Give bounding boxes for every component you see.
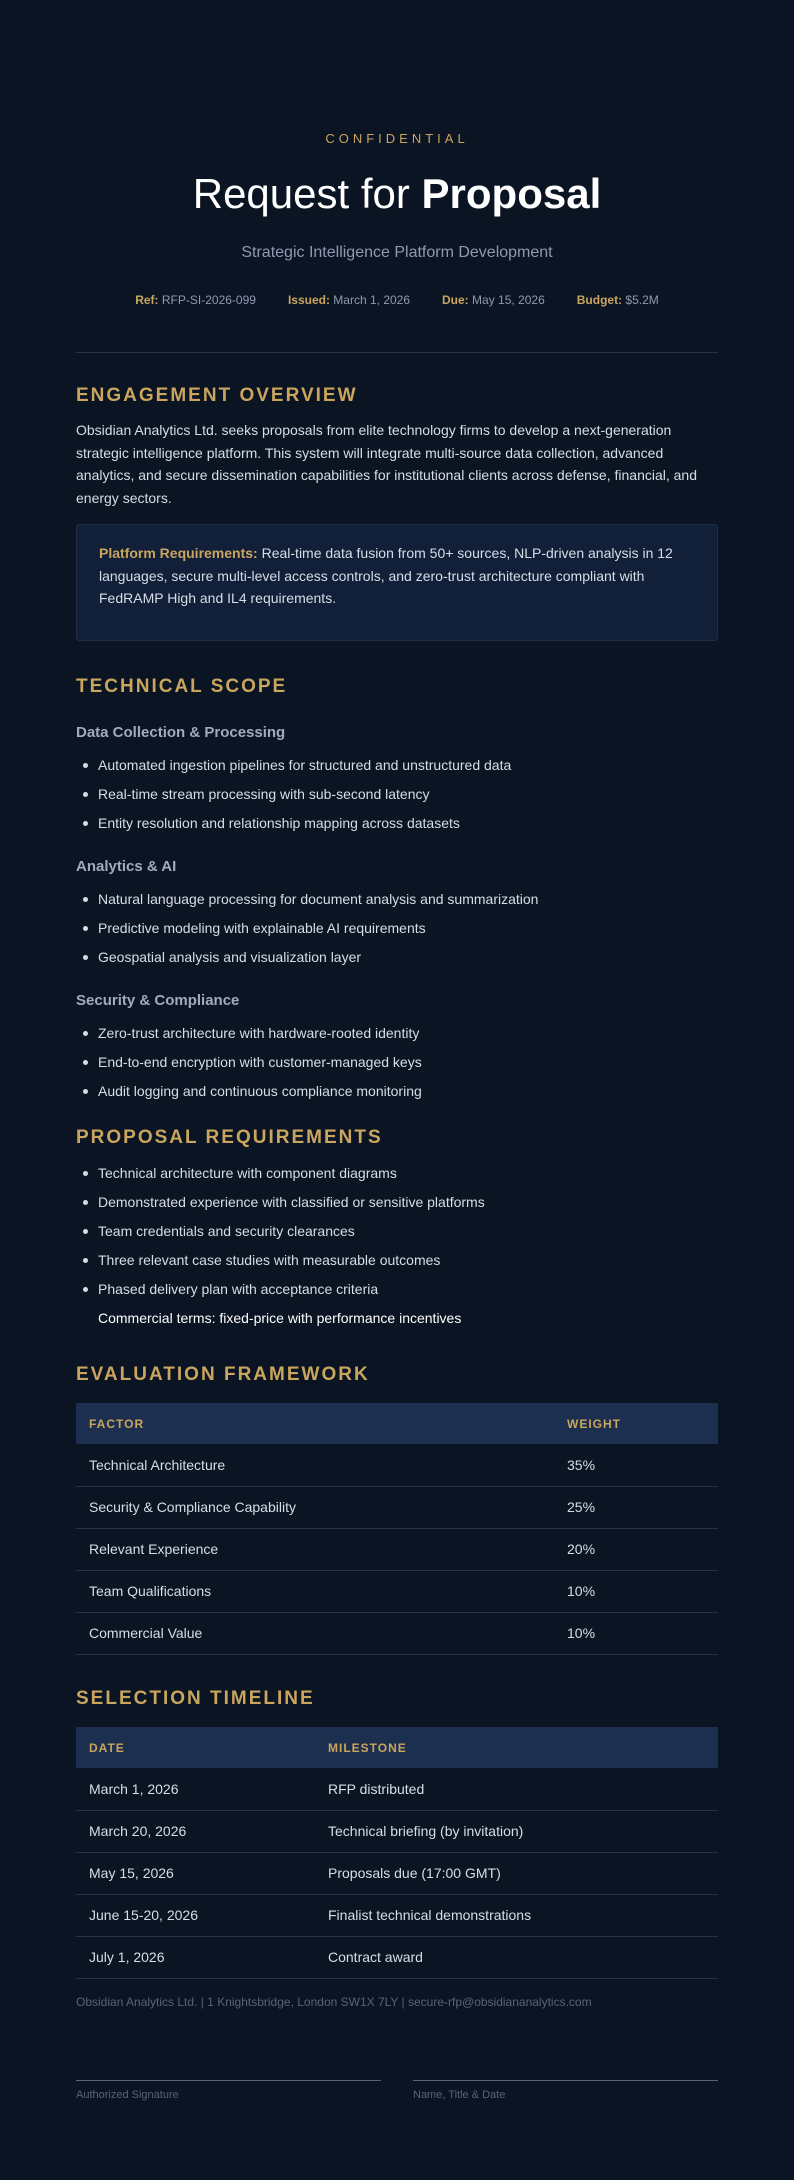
table-row: [76, 1894, 718, 1936]
list-item: Phased delivery plan with acceptance criteria: [76, 1279, 718, 1308]
column-header: DATE: [89, 1740, 125, 1755]
platform-requirements-callout: [76, 524, 718, 641]
weight-cell: 10%: [554, 1570, 718, 1612]
name-title-line: [413, 2080, 718, 2081]
weight-cell: 20%: [554, 1528, 718, 1570]
factor-cell: Commercial Value: [76, 1612, 554, 1654]
date-cell: May 15, 2026: [76, 1852, 315, 1894]
date-cell: July 1, 2026: [76, 1936, 315, 1978]
overview-heading: ENGAGEMENT OVERVIEW: [76, 385, 358, 406]
confidential-label: CONFIDENTIAL: [325, 131, 469, 146]
table-header-row: [76, 1403, 718, 1444]
list-item: Audit logging and continuous compliance monitoring: [76, 1081, 718, 1110]
column-header: FACTOR: [89, 1416, 145, 1431]
scope-group-list: [76, 755, 718, 842]
page-title: [0, 170, 794, 218]
list-item: Demonstrated experience with classified or sensitive platforms: [76, 1192, 718, 1221]
list-item: Zero-trust architecture with hardware-rooted identity: [76, 1023, 718, 1052]
footer-contact: Obsidian Analytics Ltd. | 1 Knightsbridge, London SW1X 7LY | secure-rfp@obsidiananalytics.com: [76, 1995, 592, 2009]
name-title-label: Name, Title & Date: [413, 2089, 506, 2101]
table-header-row: [76, 1727, 718, 1768]
overview-section: [76, 385, 718, 641]
list-item: Automated ingestion pipelines for structured and unstructured data: [76, 755, 718, 784]
list-item: Real-time stream processing with sub-second latency: [76, 784, 718, 813]
milestone-cell: Proposals due (17:00 GMT): [315, 1852, 718, 1894]
meta-value: $5.2M: [625, 293, 659, 307]
milestone-cell: RFP distributed: [315, 1768, 718, 1810]
scope-group-list: [76, 1023, 718, 1110]
weight-cell: 25%: [554, 1486, 718, 1528]
column-header: MILESTONE: [328, 1740, 407, 1755]
title-emphasis: Proposal: [421, 170, 602, 217]
meta-key: Due:: [442, 293, 469, 307]
table-row: [76, 1612, 718, 1654]
meta-issued: [288, 293, 410, 307]
requirements-list: [76, 1163, 718, 1308]
weight-cell: 35%: [554, 1444, 718, 1486]
list-item: End-to-end encryption with customer-managed keys: [76, 1052, 718, 1081]
meta-key: Ref:: [135, 293, 159, 307]
list-item: Technical architecture with component diagrams: [76, 1163, 718, 1192]
title-prefix: Request for: [192, 170, 410, 217]
date-cell: June 15-20, 2026: [76, 1894, 315, 1936]
scope-section: [76, 676, 718, 1110]
table-row: [76, 1570, 718, 1612]
meta-value: RFP-SI-2026-099: [161, 293, 256, 307]
evaluation-table: [76, 1403, 718, 1655]
meta-key: Budget:: [576, 293, 623, 307]
table-row: [76, 1528, 718, 1570]
signature-line: [76, 2080, 381, 2081]
scope-group-title: Security & Compliance: [76, 992, 240, 1009]
scope-group-title: Analytics & AI: [76, 858, 177, 875]
meta-budget: [577, 293, 659, 307]
signature-label: Authorized Signature: [76, 2089, 179, 2101]
overview-body: Obsidian Analytics Ltd. seeks proposals from elite technology firms to develop a next-generation strategic intelligence platform. This system will integrate multi-source data collection, advanced analytics, and secure dissemination capabilities for institutional clients across defense, financial, and energy sectors.: [76, 422, 698, 506]
factor-cell: Technical Architecture: [76, 1444, 554, 1486]
requirements-heading: PROPOSAL REQUIREMENTS: [76, 1127, 383, 1148]
table-row: [76, 1444, 718, 1486]
meta-due: [442, 293, 545, 307]
meta-value: March 1, 2026: [333, 293, 411, 307]
list-item: Entity resolution and relationship mapping across datasets: [76, 813, 718, 842]
table-row: [76, 1936, 718, 1978]
column-header: WEIGHT: [567, 1416, 621, 1431]
timeline-table: [76, 1727, 718, 1979]
date-cell: March 20, 2026: [76, 1810, 315, 1852]
weight-cell: 10%: [554, 1612, 718, 1654]
meta-value: May 15, 2026: [472, 293, 545, 307]
page-subtitle: Strategic Intelligence Platform Development: [241, 244, 553, 261]
list-item: Three relevant case studies with measurable outcomes: [76, 1250, 718, 1279]
factor-cell: Team Qualifications: [76, 1570, 554, 1612]
meta-ref: [135, 293, 256, 307]
table-row: [76, 1852, 718, 1894]
list-item: Natural language processing for document analysis and summarization: [76, 889, 718, 918]
scope-group-list: [76, 889, 718, 976]
list-item: Team credentials and security clearances: [76, 1221, 718, 1250]
milestone-cell: Technical briefing (by invitation): [315, 1810, 718, 1852]
date-cell: March 1, 2026: [76, 1768, 315, 1810]
timeline-heading: SELECTION TIMELINE: [76, 1688, 315, 1709]
timeline-section: [76, 1688, 718, 1979]
table-row: [76, 1486, 718, 1528]
list-item: Predictive modeling with explainable AI requirements: [76, 918, 718, 947]
milestone-cell: Finalist technical demonstrations: [315, 1894, 718, 1936]
meta-row: [0, 293, 794, 307]
table-row: [76, 1768, 718, 1810]
factor-cell: Security & Compliance Capability: [76, 1486, 554, 1528]
meta-key: Issued:: [287, 293, 330, 307]
scope-heading: TECHNICAL SCOPE: [76, 676, 288, 697]
factor-cell: Relevant Experience: [76, 1528, 554, 1570]
callout-text: Real-time data fusion from 50+ sources, NLP-driven analysis in 12 languages, secure multi-level access controls, and zero-trust architecture compliant with FedRAMP High and IL4 requirements.: [99, 545, 673, 606]
commercial-terms-line: Commercial terms: fixed-price with performance incentives: [98, 1310, 462, 1326]
milestone-cell: Contract award: [315, 1936, 718, 1978]
callout-lead: Platform Requirements:: [99, 545, 258, 561]
scope-group-title: Data Collection & Processing: [76, 724, 286, 741]
list-item: Geospatial analysis and visualization layer: [76, 947, 718, 976]
table-row: [76, 1810, 718, 1852]
evaluation-section: [76, 1364, 718, 1655]
requirements-section: [76, 1127, 718, 1328]
header-divider: [76, 352, 718, 353]
evaluation-heading: EVALUATION FRAMEWORK: [76, 1364, 370, 1385]
